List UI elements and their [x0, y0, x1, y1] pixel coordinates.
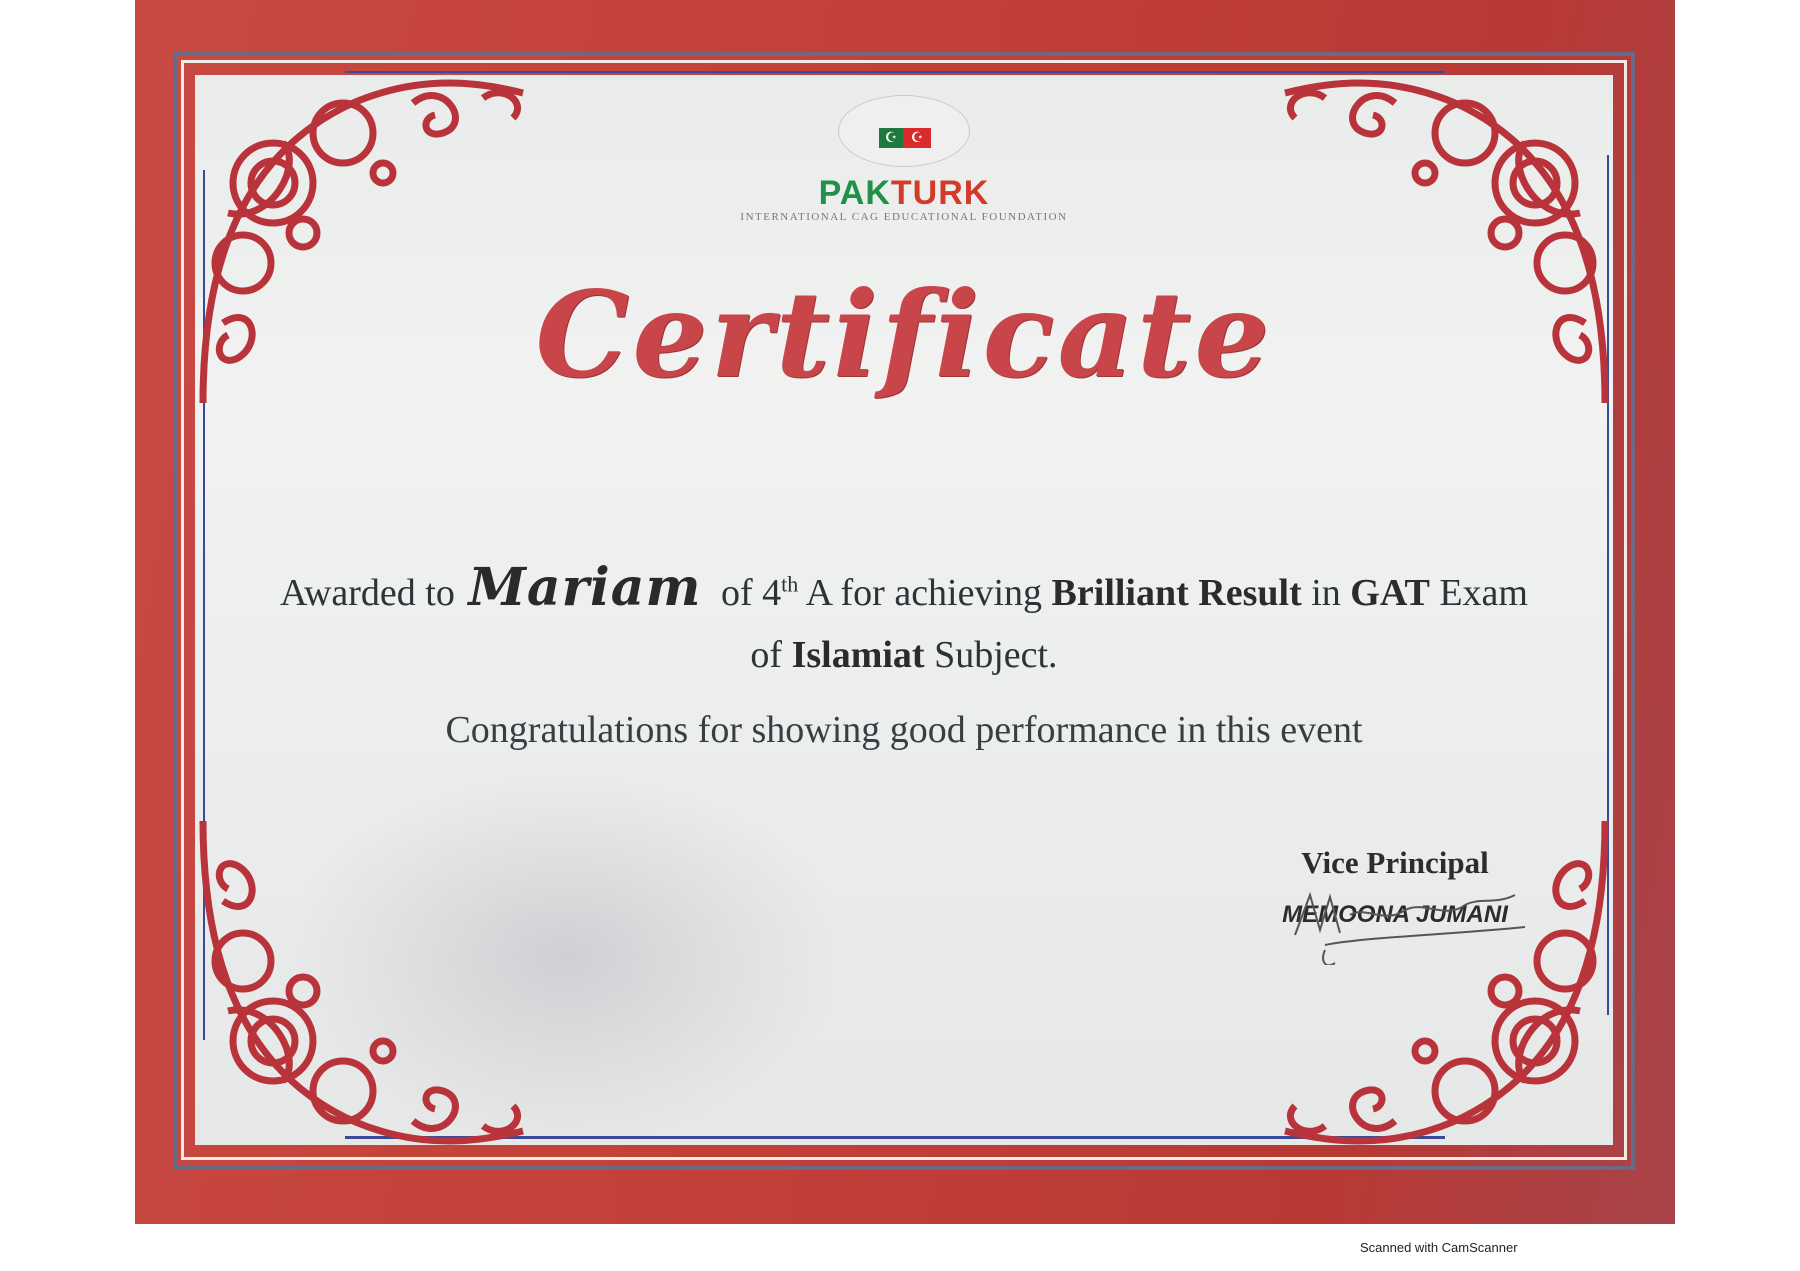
brand-subtitle: INTERNATIONAL CAG EDUCATIONAL FOUNDATION — [740, 211, 1068, 223]
scanner-watermark: Scanned with CamScanner — [1360, 1240, 1518, 1255]
grade-suffix: th — [781, 571, 799, 597]
pakistan-flag-icon: ☪ — [879, 128, 903, 148]
award-line-1 — [195, 557, 1613, 618]
award-prefix: Awarded to — [280, 572, 455, 614]
handwritten-signature-icon — [1265, 875, 1545, 965]
certificate-scan — [135, 0, 1675, 1224]
certificate-title: Certificate — [535, 265, 1273, 404]
signatory-name: MEMOONA JUMANI — [1282, 901, 1508, 928]
achievement: Brilliant Result — [1051, 572, 1302, 614]
award-line-2 — [195, 633, 1613, 677]
line2-prefix: of — [750, 634, 783, 676]
pakturk-logo — [195, 95, 1613, 223]
brand-name — [195, 174, 1613, 213]
signature-block — [1245, 845, 1545, 929]
brand-pak: PAK — [818, 174, 891, 212]
line2-suffix: Subject. — [934, 634, 1058, 676]
exam-suffix: Exam — [1439, 572, 1528, 614]
subject-name: Islamiat — [791, 634, 925, 676]
exam-name: GAT — [1350, 572, 1430, 614]
brand-turk: TURK — [890, 174, 990, 212]
congratulations-message: Congratulations for showing good performance in this event — [445, 709, 1363, 751]
grade-section: A for achieving — [805, 572, 1043, 614]
signatory-title: Vice Principal — [1301, 845, 1489, 880]
turkey-flag-icon: ☪ — [903, 128, 931, 148]
in-label: in — [1311, 572, 1341, 614]
certificate-paper — [195, 75, 1613, 1145]
recipient-name: Mariam — [468, 557, 702, 618]
grade-label: of 4 — [720, 572, 782, 614]
logo-seal — [838, 95, 970, 167]
corner-ornament-icon — [183, 801, 543, 1161]
